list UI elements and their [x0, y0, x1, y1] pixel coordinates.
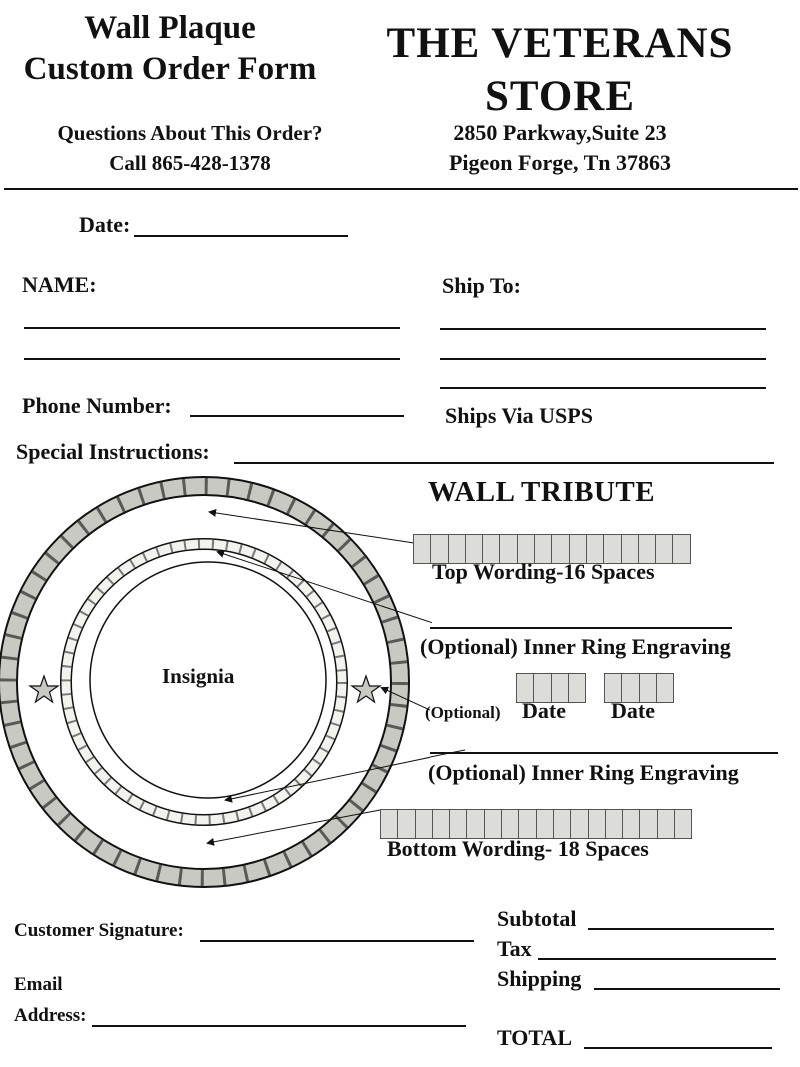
top-wording-label: Top Wording-16 Spaces — [432, 559, 655, 584]
shipping-input[interactable] — [598, 965, 782, 989]
bottom-wording-boxes[interactable] — [380, 809, 692, 839]
letter-box[interactable] — [485, 810, 502, 838]
inner-ring-input-2[interactable] — [434, 729, 778, 753]
phone-text: Call 865-428-1378 — [109, 151, 271, 175]
letter-box[interactable] — [606, 810, 623, 838]
phone-input[interactable] — [194, 392, 406, 416]
letter-box[interactable] — [569, 674, 585, 702]
letter-box[interactable] — [398, 810, 415, 838]
inner-ring-label-2: (Optional) Inner Ring Engraving — [428, 760, 739, 785]
letter-box[interactable] — [571, 810, 588, 838]
date-label: Date: — [79, 212, 131, 237]
store-name — [370, 20, 750, 120]
ship-to-line-3 — [440, 387, 766, 389]
letter-box[interactable] — [656, 535, 673, 563]
letter-box[interactable] — [537, 810, 554, 838]
special-instructions-label: Special Instructions: — [16, 439, 210, 464]
tax-input[interactable] — [542, 935, 778, 959]
store-name-line2: STORE — [485, 73, 635, 120]
address-line1: 2850 Parkway,Suite 23 — [453, 120, 667, 145]
signature-label: Customer Signature: — [14, 920, 184, 941]
letter-box[interactable] — [381, 810, 398, 838]
special-instructions-input[interactable] — [238, 439, 776, 463]
questions-text: Questions About This Order? — [57, 121, 323, 145]
header-divider — [4, 188, 798, 190]
inner-ring-input-1[interactable] — [434, 604, 734, 628]
phone-label: Phone Number: — [22, 393, 172, 418]
total-label: TOTAL — [497, 1025, 572, 1050]
letter-box[interactable] — [554, 810, 571, 838]
bottom-wording-label: Bottom Wording- 18 Spaces — [387, 836, 649, 861]
ship-to-input-3[interactable] — [442, 363, 766, 387]
subtotal-input[interactable] — [592, 905, 776, 929]
date-label-2: Date — [611, 698, 655, 723]
ship-to-line-1 — [440, 328, 766, 330]
store-address — [400, 118, 720, 178]
shipping-label: Shipping — [497, 966, 582, 991]
form-title — [0, 12, 340, 86]
letter-box[interactable] — [450, 810, 467, 838]
date-input[interactable] — [138, 212, 350, 236]
left-star-icon — [30, 676, 58, 702]
email-label-line2: Address: — [14, 1005, 87, 1026]
email-label-line1: Email — [14, 974, 63, 995]
ship-to-input-2[interactable] — [442, 334, 766, 358]
address-line2: Pigeon Forge, Tn 37863 — [448, 150, 672, 175]
insignia-label: Insignia — [162, 664, 235, 688]
letter-box[interactable] — [467, 810, 484, 838]
form-title-line2: Custom Order Form — [23, 51, 317, 87]
signature-input[interactable] — [204, 917, 476, 941]
letter-box[interactable] — [502, 810, 519, 838]
subtotal-label: Subtotal — [497, 906, 577, 931]
questions-block — [20, 118, 360, 178]
letter-box[interactable] — [414, 535, 431, 563]
ship-to-label: Ship To: — [442, 273, 521, 298]
right-star-icon — [352, 676, 380, 702]
name-line-2 — [24, 358, 400, 360]
name-input-1[interactable] — [26, 303, 400, 327]
wall-tribute-title: WALL TRIBUTE — [428, 476, 656, 508]
email-input[interactable] — [96, 1002, 468, 1026]
ships-via-text: Ships Via USPS — [445, 403, 593, 428]
ship-to-input-1[interactable] — [442, 304, 766, 328]
name-input-2[interactable] — [26, 334, 400, 358]
name-line-1 — [24, 327, 400, 329]
total-input[interactable] — [588, 1024, 774, 1048]
letter-box[interactable] — [623, 810, 640, 838]
ship-to-line-2 — [440, 358, 766, 360]
optional-date-prefix: (Optional) — [425, 703, 501, 722]
form-title-line1: Wall Plaque — [84, 10, 256, 46]
letter-box[interactable] — [589, 810, 606, 838]
letter-box[interactable] — [519, 810, 536, 838]
letter-box[interactable] — [675, 810, 691, 838]
letter-box[interactable] — [416, 810, 433, 838]
store-name-line1: THE VETERANS — [386, 20, 734, 67]
letter-box[interactable] — [658, 810, 675, 838]
letter-box[interactable] — [433, 810, 450, 838]
inner-ring-label-1: (Optional) Inner Ring Engraving — [420, 634, 731, 659]
tax-label: Tax — [497, 936, 532, 961]
letter-box[interactable] — [657, 674, 673, 702]
letter-box[interactable] — [673, 535, 689, 563]
name-label: NAME: — [22, 272, 97, 297]
date-label-1: Date — [522, 698, 566, 723]
letter-box[interactable] — [640, 810, 657, 838]
